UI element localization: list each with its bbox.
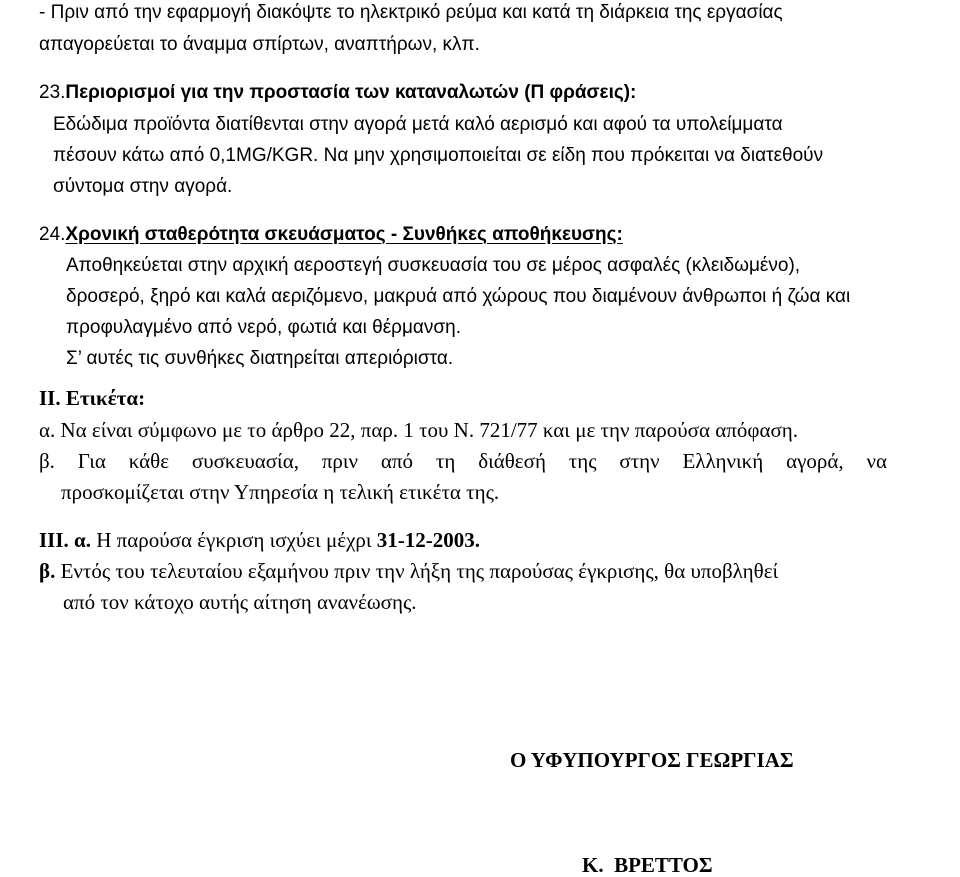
section-3-heading: ΙΙΙ. α. <box>39 528 91 552</box>
intro-line-2: απαγορεύεται το άναμμα σπίρτων, αναπτήρων, κλπ. <box>39 34 480 55</box>
section-2-item-b-line-2: προσκομίζεται στην Υπηρεσία η τελική ετικέτα της. <box>61 480 500 504</box>
item-23-line-3: σύντομα στην αγορά. <box>53 176 233 197</box>
item-23-header <box>39 83 636 102</box>
section-3-b-line-1: Εντός του τελευταίου εξαμήνου πριν την λήξη της παρούσας έγκρισης, θα υποβληθεί <box>60 559 779 583</box>
item-24-line-1: Αποθηκεύεται στην αρχική αεροστεγή συσκευασία του σε μέρος ασφαλές (κλειδωμένο), <box>66 255 801 276</box>
item-24-header <box>39 225 623 244</box>
section-3-b-line-2: από τον κάτοχο αυτής αίτηση ανανέωσης. <box>63 590 417 614</box>
item-23-line-2: πέσουν κάτω από 0,1MG/KGR. Να μην χρησιμοποιείται σε είδη που πρόκειται να διατεθούν <box>53 145 824 166</box>
signature-title: Ο ΥΦΥΠΟΥΡΓΟΣ ΓΕΩΡΓΙΑΣ <box>510 748 794 772</box>
item-23-number: 23. <box>39 82 66 103</box>
item-24-heading: Χρονική σταθερότητα σκευάσματος - Συνθήκες αποθήκευσης: <box>65 224 623 245</box>
section-3-a-text: Η παρούσα έγκριση ισχύει μέχρι <box>96 528 377 552</box>
section-2-heading: ΙΙ. Ετικέτα: <box>39 386 146 410</box>
signature-name: Κ. ΒΡΕΤΤΟΣ <box>582 853 713 877</box>
item-24-line-3: προφυλαγμένο από νερό, φωτιά και θέρμανση. <box>66 317 461 338</box>
section-3-line-b <box>39 561 778 582</box>
item-24-number: 24. <box>39 224 66 245</box>
section-3-b-label: β. <box>39 559 56 583</box>
item-23-line-1: Εδώδιμα προϊόντα διατίθενται στην αγορά μετά καλό αερισμό και αφού τα υπολείμματα <box>53 114 783 135</box>
section-3-line-a <box>39 530 480 551</box>
item-24-line-4: Σ’ αυτές τις συνθήκες διατηρείται απεριόριστα. <box>66 348 454 369</box>
section-2-item-b-line-1: β. Για κάθε συσκευασία, πριν από τη διάθεσή της στην Ελληνική αγορά, να <box>39 449 887 473</box>
item-24-line-2: δροσερό, ξηρό και καλά αεριζόμενο, μακρυά από χώρους που διαμένουν άνθρωποι ή ζώα και <box>66 286 851 307</box>
item-23-heading: Περιορισμοί για την προστασία των καταναλωτών (Π φράσεις): <box>65 82 637 103</box>
section-2-item-a: α. Να είναι σύμφωνο με το άρθρο 22, παρ. 1 του Ν. 721/77 και με την παρούσα απόφαση. <box>39 418 799 442</box>
intro-line-1: - Πριν από την εφαρμογή διακόψτε το ηλεκτρικό ρεύμα και κατά τη διάρκεια της εργασίας <box>39 2 783 23</box>
section-3-a-date: 31-12-2003. <box>376 528 481 552</box>
